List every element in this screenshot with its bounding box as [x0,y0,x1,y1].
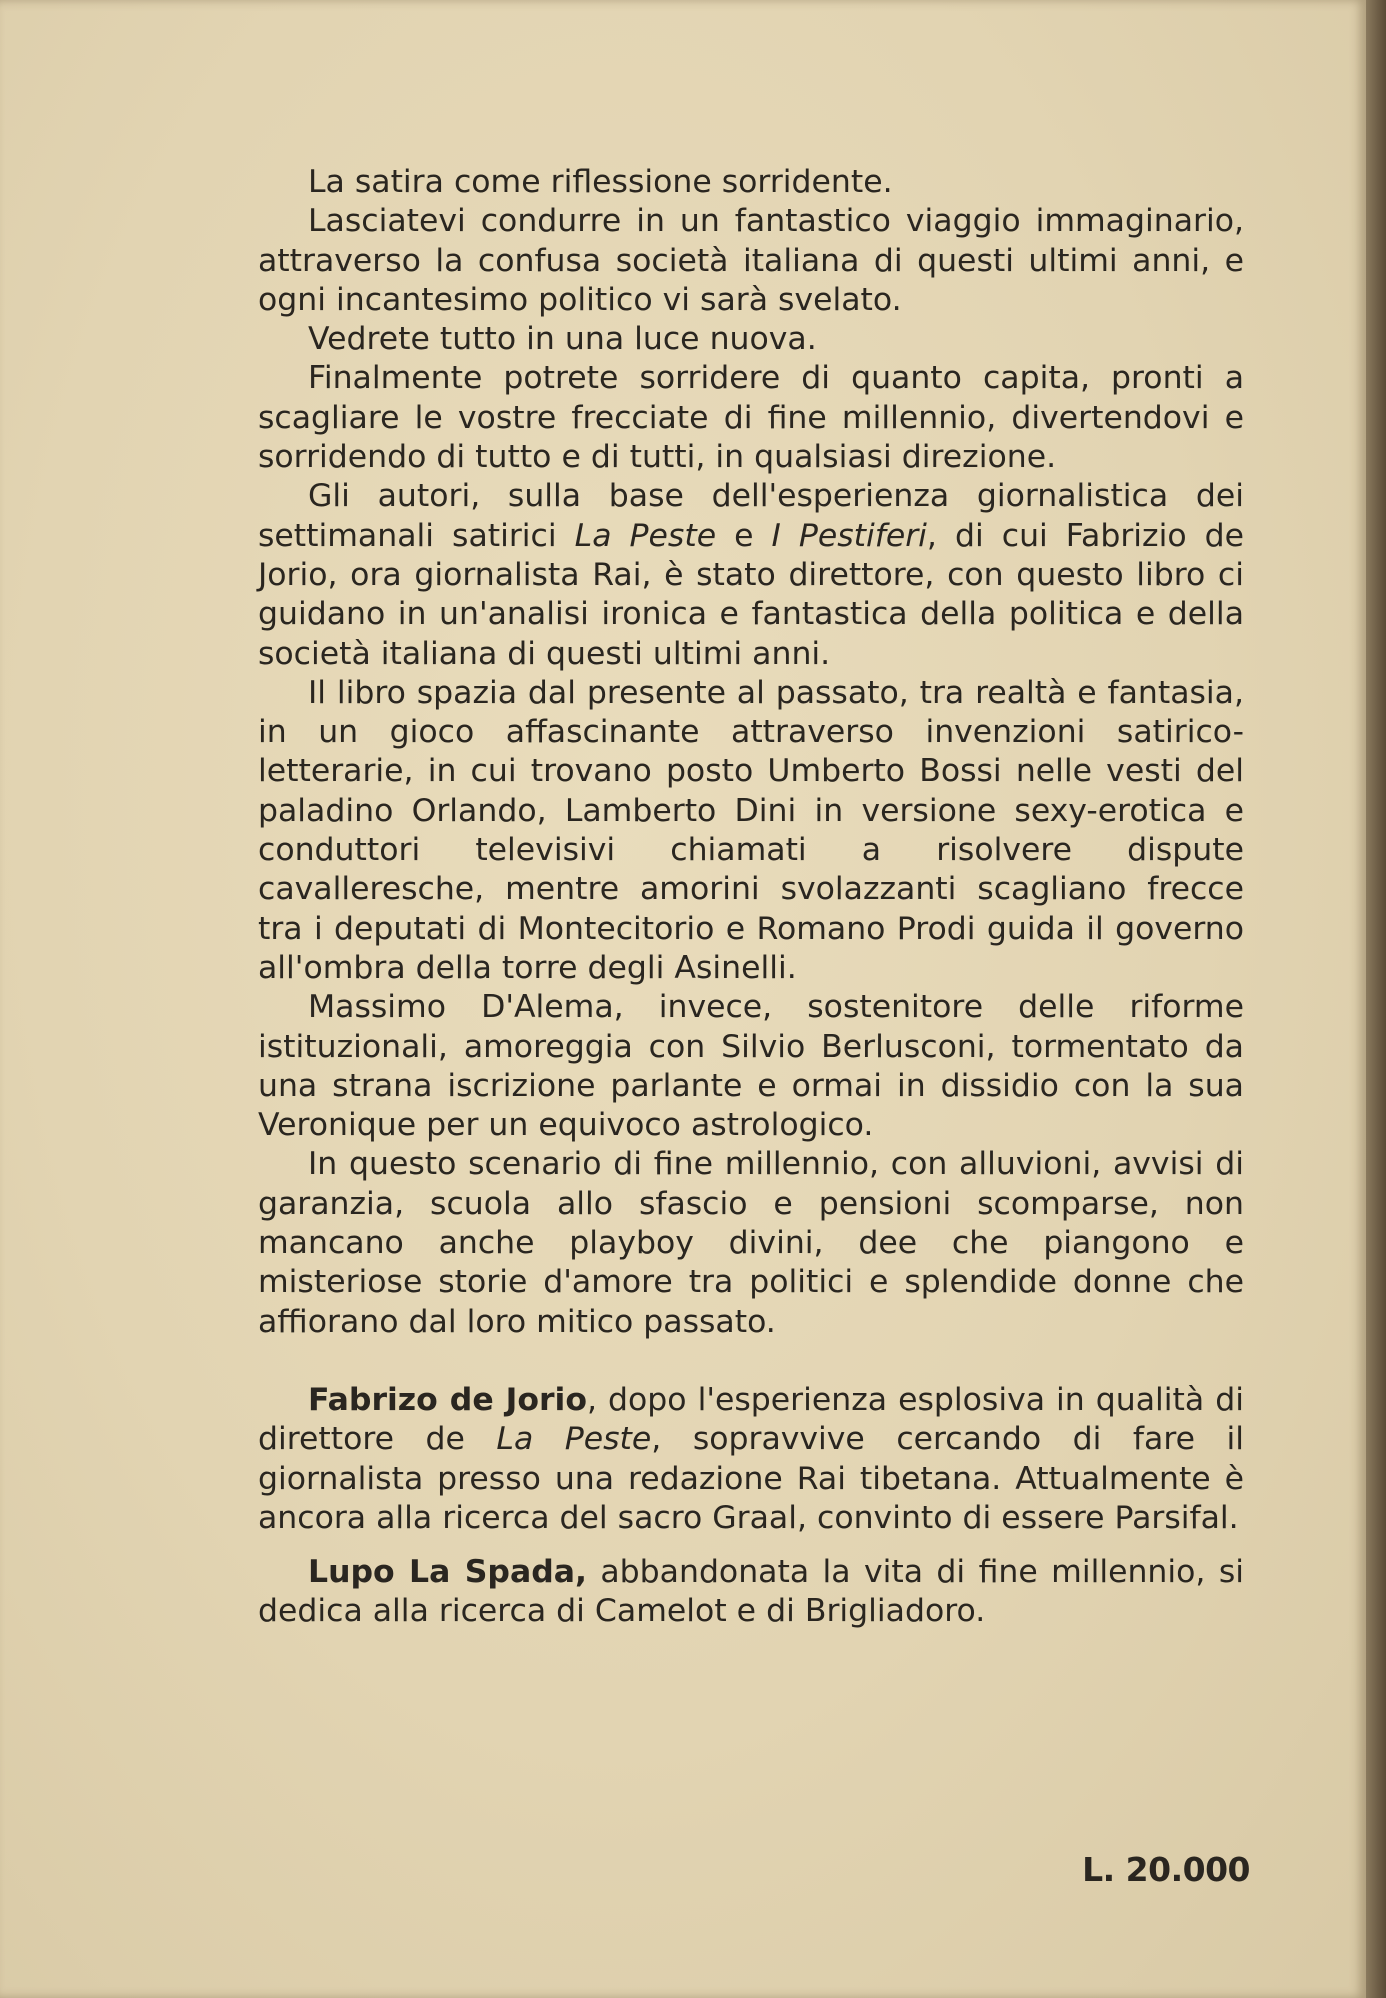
author1-title: La Peste [496,1421,652,1458]
blurb-paragraph-2: Lasciatevi condurre in un fantastico viaggio immaginario, attraverso la confusa società italiana di questi ultimi anni, e ogni incantesimo politico vi sarà svelato. [258,203,1244,318]
author-bio-2 [258,1553,1244,1632]
price-label: L. 20.000 [1082,1850,1250,1889]
p5-start: Gli autori, sulla base dell'esperienza giornalistica dei settimanali satirici [258,478,1244,554]
blurb-paragraph-5 [258,477,1244,673]
blurb-paragraph-3: Vedrete tutto in una luce nuova. [308,321,817,358]
author-name-2: Lupo La Spada, [308,1554,587,1591]
blurb-paragraph-7: Massimo D'Alema, invece, sostenitore delle riforme istituzionali, amoreggia con Silvio Berlusconi, tormentato da una strana iscrizione parlante e ormai in dissidio con la sua Veronique per un equivoco astrologico. [258,989,1244,1144]
p5-and: e [716,517,772,554]
cover-edge [1366,0,1386,1998]
author-bio-1 [258,1381,1244,1538]
blurb-paragraph-4: Finalmente potrete sorridere di quanto capita, pronti a scagliare le vostre frecciate di fine millennio, divertendovi e sorridendo di tutto e di tutti, in qualsiasi direzione. [258,360,1244,476]
author1-text-end: , sopravvive cercando di fare il giornalista presso una redazione Rai tibetana. Attualmente è ancora alla ricerca del sacro Graal, convinto di essere Parsifal. [258,1421,1244,1536]
title-i-pestiferi: I Pestiferi [771,517,927,554]
title-la-peste: La Peste [574,517,717,554]
author1-text-start: , dopo l'esperienza esplosiva in qualità di direttore de [258,1381,1244,1458]
author2-text: abbandonata la vita di fine millennio, si dedica alla ricerca di Camelot e di Brigliadoro. [258,1554,1244,1630]
blurb-text [258,163,1244,1632]
blurb-paragraph-1: La satira come riflessione sorridente. [308,164,893,200]
blurb-paragraph-6: Il libro spazia dal presente al passato, tra realtà e fantasia, in un gioco affascinante attraverso invenzioni satirico-letterarie, in cui trovano posto Umberto Bossi nelle vesti del paladino Orlando, Lamberto Dini in versione sexy-erotica e conduttori televisivi chiamati a risolvere dispute cavalleresche, mentre amorini svolazzanti scagliano frecce tra i deputati di Montecitorio e Romano Prodi guida il governo all'ombra della torre degli Asinelli. [258,674,1244,986]
p5-end: , di cui Fabrizio de Jorio, ora giornalista Rai, è stato direttore, con questo libro ci guidano in un'analisi ironica e fantastica della politica e della società italiana di questi ultimi anni. [258,517,1245,672]
author-name-1: Fabrizo de Jorio [308,1381,587,1418]
blurb-paragraph-8: In questo scenario di fine millennio, con alluvioni, avvisi di garanzia, scuola allo sfascio e pensioni scomparse, non mancano anche playboy divini, dee che piangono e misteriose storie d'amore tra politici e splendide donne che affiorano dal loro mitico passato. [258,1146,1244,1340]
